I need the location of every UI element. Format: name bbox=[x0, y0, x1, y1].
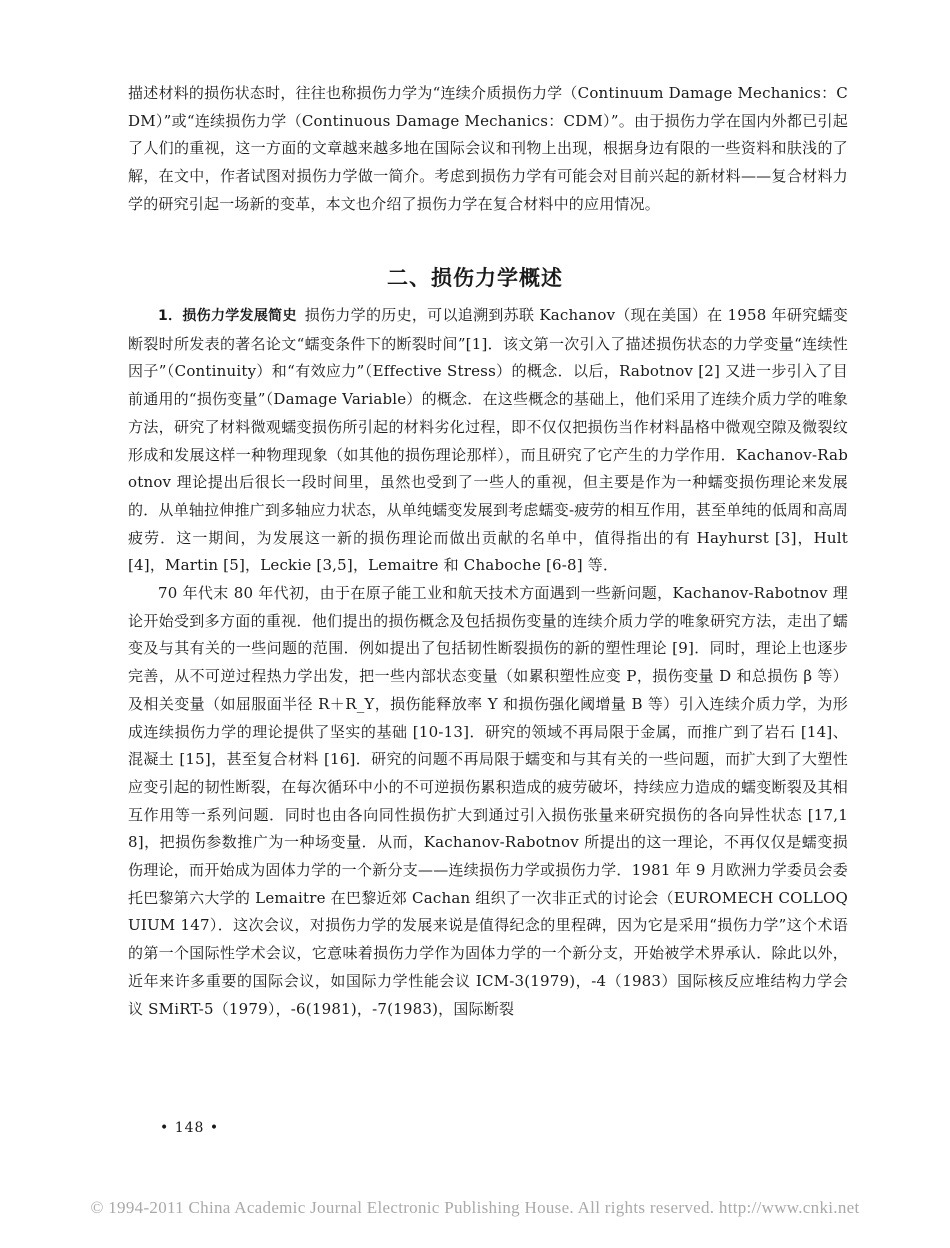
intro-paragraph: 描述材料的损伤状态时，往往也称损伤力学为“连续介质损伤力学（Continuum Damage Mechanics：CDM）”或“连续损伤力学（Continuous Damage Mechanics：CDM）”。由于损伤力学在国内外都已引起了人们的重视，这一方面的文章越来越多地在国际会议和刊物上出现，根据身边有限的一些资料和肤浅的了解，在文中，作者试图对损伤力学做一简介。考虑到损伤力学有可能会对目前兴起的新材料——复合材料力学的研究引起一场新的变革，本文也介绍了损伤力学在复合材料中的应用情况。 bbox=[128, 84, 848, 213]
development-paragraph: 70 年代末 80 年代初，由于在原子能工业和航天技术方面遇到一些新问题，Kachanov-Rabotnov 理论开始受到多方面的重视．他们提出的损伤概念及包括损伤变量的连续介质力学的唯象研究方法，走出了蠕变及与其有关的一些问题的范围．例如提出了包括韧性断裂损伤的新的塑性理论 [9]．同时，理论上也逐步完善，从不可逆过程热力学出发，把一些内部状态变量（如累积塑性应变 P，损伤变量 D 和总损伤 β 等）及相关变量（如屈服面半径 R＋R_Y，损伤能释放率 Y 和损伤强化阈增量 B 等）引入连续介质力学，为形成连续损伤力学的理论提供了坚实的基础 [10-13]．研究的领域不再局限于金属，而推广到了岩石 [14]、混凝土 [15]，甚至复合材料 [16]．研究的问题不再局限于蠕变和与其有关的一些问题，而扩大到了大塑性应变引起的韧性断裂，在每次循环中小的不可逆损伤累积造成的疲劳破坏，持续应力造成的蠕变断裂及其相互作用等一系列问题．同时也由各向同性损伤扩大到通过引入损伤张量来研究损伤的各向异性状态 [17,18]，把损伤参数推广为一种场变量．从而，Kachanov-Rabotnov 所提出的这一理论，不再仅仅是蠕变损伤理论，而开始成为固体力学的一个新分支——连续损伤力学或损伤力学．1981 年 9 月欧洲力学委员会委托巴黎第六大学的 Lemaitre 在巴黎近郊 Cachan 组织了一次非正式的讨论会（EUROMECH COLLOQUIUM 147）．这次会议，对损伤力学的发展来说是值得纪念的里程碑，因为它是采用“损伤力学”这个术语的第一个国际性学术会议，它意味着损伤力学作为固体力学的一个新分支，开始被学术界承认．除此以外，近年来许多重要的国际会议，如国际力学性能会议 ICM-3(1979)，-4（1983）国际核反应堆结构力学会议 SMiRT-5（1979），-6(1981)，-7(1983)，国际断裂 bbox=[128, 584, 848, 1018]
copyright-footer: © 1994-2011 China Academic Journal Electronic Publishing House. All rights reserved. http://www.cnki.net bbox=[90, 1198, 860, 1217]
subsection-heading: 1．损伤力学发展简史 bbox=[158, 308, 297, 324]
section-heading: 二、损伤力学概述 bbox=[387, 266, 563, 290]
history-paragraph-text: 损伤力学的历史，可以追溯到苏联 Kachanov（现在美国）在 1958 年研究蠕变断裂时所发表的著名论文“蠕变条件下的断裂时间”[1]．该文第一次引入了描述损伤状态的力学变量“连续性因子”（Continuity）和“有效应力”（Effective Stress）的概念．以后，Rabotnov [2] 又进一步引入了目前通用的“损伤变量”（Damage Variable）的概念．在这些概念的基础上，他们采用了连续介质力学的唯象方法，研究了材料微观蠕变损伤所引起的材料劣化过程，即不仅仅把损伤当作材料晶格中微观空隙及微裂纹形成和发展这样一种物理现象（如其他的损伤理论那样），而且研究了它产生的力学作用．Kachanov-Rabotnov 理论提出后很长一段时间里，虽然也受到了一些人的重视，但主要是作为一种蠕变损伤理论来发展的．从单轴拉伸推广到多轴应力状态，从单纯蠕变发展到考虑蠕变-疲劳的相互作用，甚至单纯的低周和高周疲劳．这一期间，为发展这一新的损伤理论而做出贡献的名单中，值得指出的有 Hayhurst [3]，Hult [4]，Martin [5]，Leckie [3,5]，Lemaitre 和 Chaboche [6-8] 等． bbox=[128, 306, 849, 575]
intro-text-block bbox=[128, 80, 848, 219]
history-paragraph bbox=[128, 302, 848, 580]
page-number: • 148 • bbox=[160, 1120, 220, 1136]
section-text-block bbox=[128, 302, 848, 1023]
